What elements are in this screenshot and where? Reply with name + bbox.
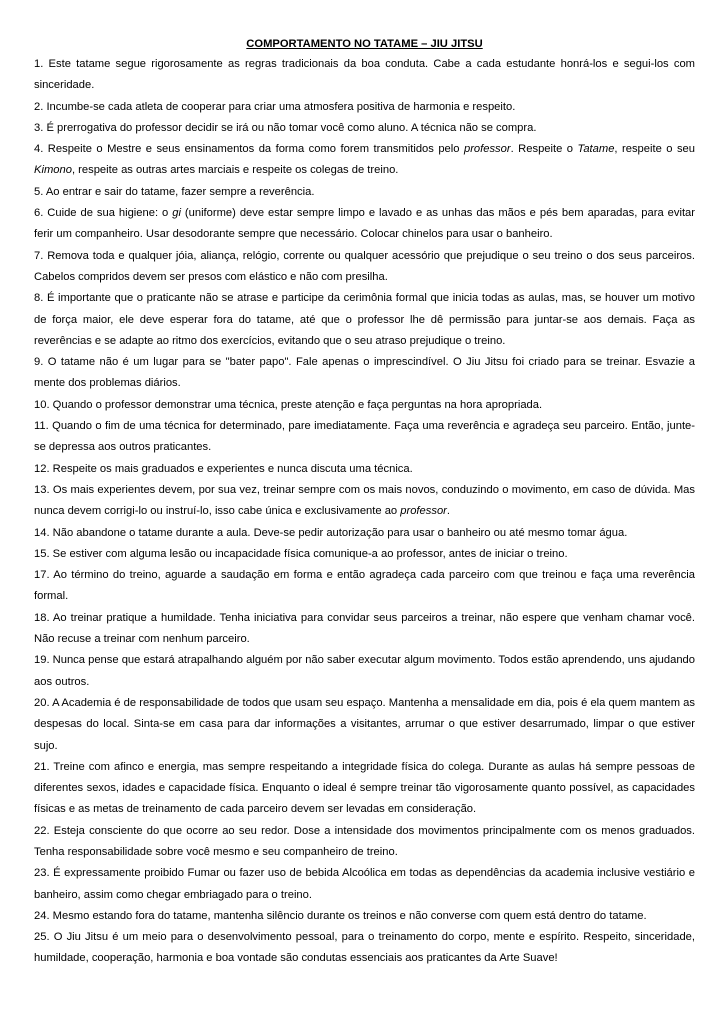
rule-text: . Respeite o <box>510 143 578 156</box>
rule-emphasis: Tatame <box>577 143 615 156</box>
rule-paragraph <box>34 480 695 523</box>
rule-text: 20. A Academia é de responsabilidade de todos que usam seu espaço. Mantenha a mensalidade em dia, pois é ela quem mantem as despesas do local. Sinta-se em casa para dar informações a visitantes, arrumar o que estiver desarrumado, limpar o que estiver sujo. <box>34 696 695 752</box>
rule-emphasis: Kimono <box>34 164 72 177</box>
rules-list <box>34 54 695 970</box>
rule-text: 9. O tatame não é um lugar para se "bater papo". Fale apenas o imprescindível. O Jiu Jitsu foi criado para se treinar. Esvazie a mente dos problemas diários. <box>34 356 695 390</box>
rule-paragraph <box>34 416 695 459</box>
rule-paragraph <box>34 544 695 565</box>
rule-paragraph <box>34 821 695 864</box>
rule-paragraph <box>34 757 695 821</box>
rule-text: , respeite o seu <box>614 143 695 156</box>
rule-paragraph <box>34 863 695 906</box>
rule-text: 8. É importante que o praticante não se atrase e participe da cerimônia formal que inicia todas as aulas, mas, se houver um motivo de força maior, ele deve esperar fora do tatame, até que o professor lhe dê permissão para juntar-se aos demais. Faça as reverências e se adapte ao ritmo dos exercícios, evitando que o seu atraso prejudique o treino. <box>34 292 695 347</box>
rule-text: 3. É prerrogativa do professor decidir se irá ou não tomar você como aluno. A técnica não se compra. <box>34 121 537 134</box>
rule-text: 23. É expressamente proibido Fumar ou fazer uso de bebida Alcoólica em todas as dependências da academia inclusive vestiário e banheiro, assim como chegar embriagado para o treino. <box>34 867 695 901</box>
rule-text: 4. Respeite o Mestre e seus ensinamentos da forma como forem transmitidos pelo <box>34 143 464 156</box>
rule-paragraph <box>34 927 695 970</box>
rule-paragraph <box>34 118 695 139</box>
rule-paragraph <box>34 395 695 416</box>
rule-paragraph <box>34 139 695 182</box>
rule-text: 7. Remova toda e qualquer jóia, aliança, relógio, corrente ou qualquer acessório que prejudique o seu treino o dos seus parceiros. Cabelos compridos devem ser presos com elástico e não com presilha. <box>34 249 695 283</box>
rule-paragraph <box>34 693 695 757</box>
rule-text: 11. Quando o fim de uma técnica for determinado, pare imediatamente. Faça uma reverência e agradeça seu parceiro. Então, junte-se depressa aos outros praticantes. <box>34 420 695 454</box>
rule-paragraph <box>34 352 695 395</box>
rule-paragraph <box>34 608 695 651</box>
rule-emphasis: gi <box>172 207 181 220</box>
rule-emphasis: professor <box>400 505 447 518</box>
rule-paragraph <box>34 906 695 927</box>
rule-text: 15. Se estiver com alguma lesão ou incapacidade física comunique-a ao professor, antes de iniciar o treino. <box>34 547 568 560</box>
rule-text: 6. Cuide de sua higiene: o <box>34 207 173 220</box>
rule-emphasis: professor <box>463 143 511 156</box>
rule-text: 12. Respeite os mais graduados e experientes e nunca discuta uma técnica. <box>34 462 413 475</box>
rule-text: 22. Esteja consciente do que ocorre ao seu redor. Dose a intensidade dos movimentos principalmente com os menos graduados. Tenha responsabilidade sobre você mesmo e seu companheiro de treino. <box>34 824 695 858</box>
rule-text: 5. Ao entrar e sair do tatame, fazer sempre a reverência. <box>34 185 315 198</box>
rule-text: . <box>446 505 451 518</box>
rule-text: , respeite as outras artes marciais e respeite os colegas de treino. <box>71 164 399 177</box>
document-title: COMPORTAMENTO NO TATAME – JIU JITSU <box>246 38 483 50</box>
rule-text: 13. Os mais experientes devem, por sua vez, treinar sempre com os mais novos, conduzindo o movimento, em caso de dúvida. Mas nunca devem corrigi-lo ou instruí-lo, isso cabe única e exclusivamente ao <box>34 483 695 518</box>
rule-text: 25. O Jiu Jitsu é um meio para o desenvolvimento pessoal, para o treinamento do corpo, mente e espírito. Respeito, sinceridade, humildade, cooperação, harmonia e boa vontade são condutas essenciais aos praticantes da Arte Suave! <box>34 931 695 965</box>
rule-text: 14. Não abandone o tatame durante a aula. Deve-se pedir autorização para usar o banheiro ou até mesmo tomar água. <box>34 526 628 539</box>
rule-text: 17. Ao término do treino, aguarde a saudação em forma e então agradeça cada parceiro com que treinou e faça uma reverência formal. <box>34 569 695 603</box>
rule-text: 10. Quando o professor demonstrar uma técnica, preste atenção e faça perguntas na hora apropriada. <box>34 398 543 411</box>
rule-paragraph <box>34 523 695 544</box>
rule-text: (uniforme) deve estar sempre limpo e lavado e as unhas das mãos e pés bem aparadas, para evitar ferir um companheiro. Usar desodorante sempre que necessário. Colocar chinelos para usar o banheiro. <box>34 207 695 241</box>
rule-text: 1. Este tatame segue rigorosamente as regras tradicionais da boa conduta. Cabe a cada estudante honrá-los e segui-los com sinceridade. <box>34 58 695 92</box>
rule-text: 19. Nunca pense que estará atrapalhando alguém por não saber executar algum movimento. Todos estão aprendendo, uns ajudando aos outros. <box>34 654 695 688</box>
rule-paragraph <box>34 203 695 246</box>
document-page <box>34 37 695 970</box>
rule-paragraph <box>34 288 695 352</box>
rule-paragraph <box>34 650 695 693</box>
rule-paragraph <box>34 565 695 608</box>
rule-text: 2. Incumbe-se cada atleta de cooperar para criar uma atmosfera positiva de harmonia e respeito. <box>34 100 516 113</box>
rule-text: 18. Ao treinar pratique a humildade. Tenha iniciativa para convidar seus parceiros a treinar, não espere que venham chamar você. Não recuse a treinar com nenhum parceiro. <box>34 611 695 646</box>
rule-paragraph <box>34 97 695 118</box>
rule-paragraph <box>34 54 695 97</box>
rule-paragraph <box>34 182 695 203</box>
rule-text: 24. Mesmo estando fora do tatame, mantenha silêncio durante os treinos e não converse com quem está dentro do tatame. <box>34 909 647 922</box>
rule-paragraph <box>34 459 695 480</box>
rule-text: 21. Treine com afinco e energia, mas sempre respeitando a integridade física do colega. Durante as aulas há sempre pessoas de diferentes sexos, idades e capacidade física. Enquanto o ideal é sempre treinar tão vigorosamente quanto possível, as capacidades físicas e as metas de treinamento de cada parceiro devem ser levadas em consideração. <box>34 760 695 816</box>
rule-paragraph <box>34 246 695 289</box>
